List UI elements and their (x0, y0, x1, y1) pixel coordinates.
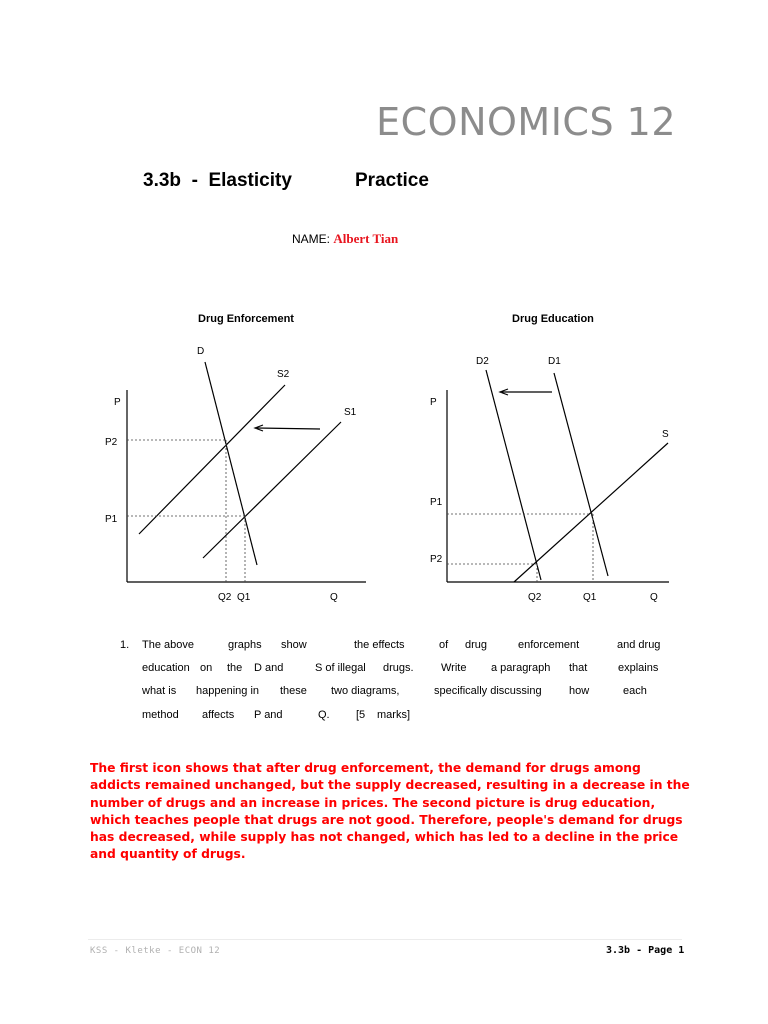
question-word: show (281, 639, 307, 651)
label-d: D (197, 346, 205, 357)
supply-curve-s (514, 443, 668, 582)
question-word: and drug (617, 639, 661, 651)
footer-course: KSS - Kletke - ECON 12 (90, 946, 221, 956)
label-q1: Q1 (583, 592, 597, 603)
question-word: Write (441, 662, 467, 674)
question-word: D and (254, 662, 284, 674)
label-p2: P2 (105, 437, 118, 448)
demand-curve-d2 (486, 370, 541, 580)
footer-divider (88, 939, 682, 940)
question-number: 1. (120, 639, 130, 651)
question-word: specifically discussing (434, 685, 542, 697)
label-p2: P2 (430, 554, 443, 565)
question-word: graphs (228, 639, 262, 651)
question-word: happening in (196, 685, 260, 697)
label-q2: Q2 (218, 592, 232, 603)
student-answer: The first icon shows that after drug enforcement, the demand for drugs among addicts remained unchanged, but the supply decreased, resulting in a decrease in the number of drugs and an increase in prices. The second picture is drug education, which teaches people that drugs are not good. Therefore, people's demand for drugs has decreased, while supply has not changed, which has led to a decline in the price and quantity of drugs. (90, 761, 690, 862)
question-word: method (142, 709, 179, 721)
question-word: two diagrams, (331, 685, 400, 697)
course-title: ECONOMICS 12 (376, 100, 676, 144)
question-word: education (142, 662, 190, 674)
question-word: each (623, 685, 647, 697)
question-word: of (439, 639, 449, 651)
label-d1: D1 (548, 356, 561, 367)
question-word: The above (142, 639, 194, 651)
subtitle-topic: 3.3b - Elasticity (143, 170, 292, 191)
question-word: drug (465, 639, 488, 651)
student-name: Albert Tian (333, 231, 399, 246)
name-label: NAME: (292, 232, 334, 246)
label-q1: Q1 (237, 592, 251, 603)
question-word: Q. (318, 709, 330, 721)
label-p1: P1 (430, 497, 443, 508)
question-word: these (280, 685, 307, 697)
question-word: drugs. (383, 662, 414, 674)
label-p: P (114, 397, 121, 408)
question-word: a paragraph (491, 662, 551, 674)
label-q: Q (650, 592, 658, 603)
label-s2: S2 (277, 369, 290, 380)
label-q: Q (330, 592, 338, 603)
question-word: the effects (354, 639, 405, 651)
footer-page-number: 3.3b - Page 1 (606, 945, 685, 956)
graph-title-enforcement: Drug Enforcement (198, 313, 294, 325)
demand-curve-d1 (554, 373, 608, 576)
label-s1: S1 (344, 407, 357, 418)
label-s: S (662, 429, 669, 440)
question-word: affects (202, 709, 235, 721)
subtitle-practice: Practice (355, 170, 429, 191)
question-word: explains (618, 662, 659, 674)
label-q2: Q2 (528, 592, 542, 603)
label-p1: P1 (105, 514, 118, 525)
question-word: the (227, 662, 243, 674)
label-p: P (430, 397, 437, 408)
question-word: marks] (377, 709, 410, 721)
question-word: that (569, 662, 588, 674)
question-word: enforcement (518, 639, 580, 651)
question-word: what is (142, 685, 177, 697)
question-word: P and (254, 709, 283, 721)
question-word: how (569, 685, 590, 697)
question-word: S of illegal (315, 662, 366, 674)
label-d2: D2 (476, 356, 489, 367)
graph-title-education: Drug Education (512, 313, 594, 325)
question-word: on (200, 662, 213, 674)
question-word: [5 (356, 709, 366, 721)
